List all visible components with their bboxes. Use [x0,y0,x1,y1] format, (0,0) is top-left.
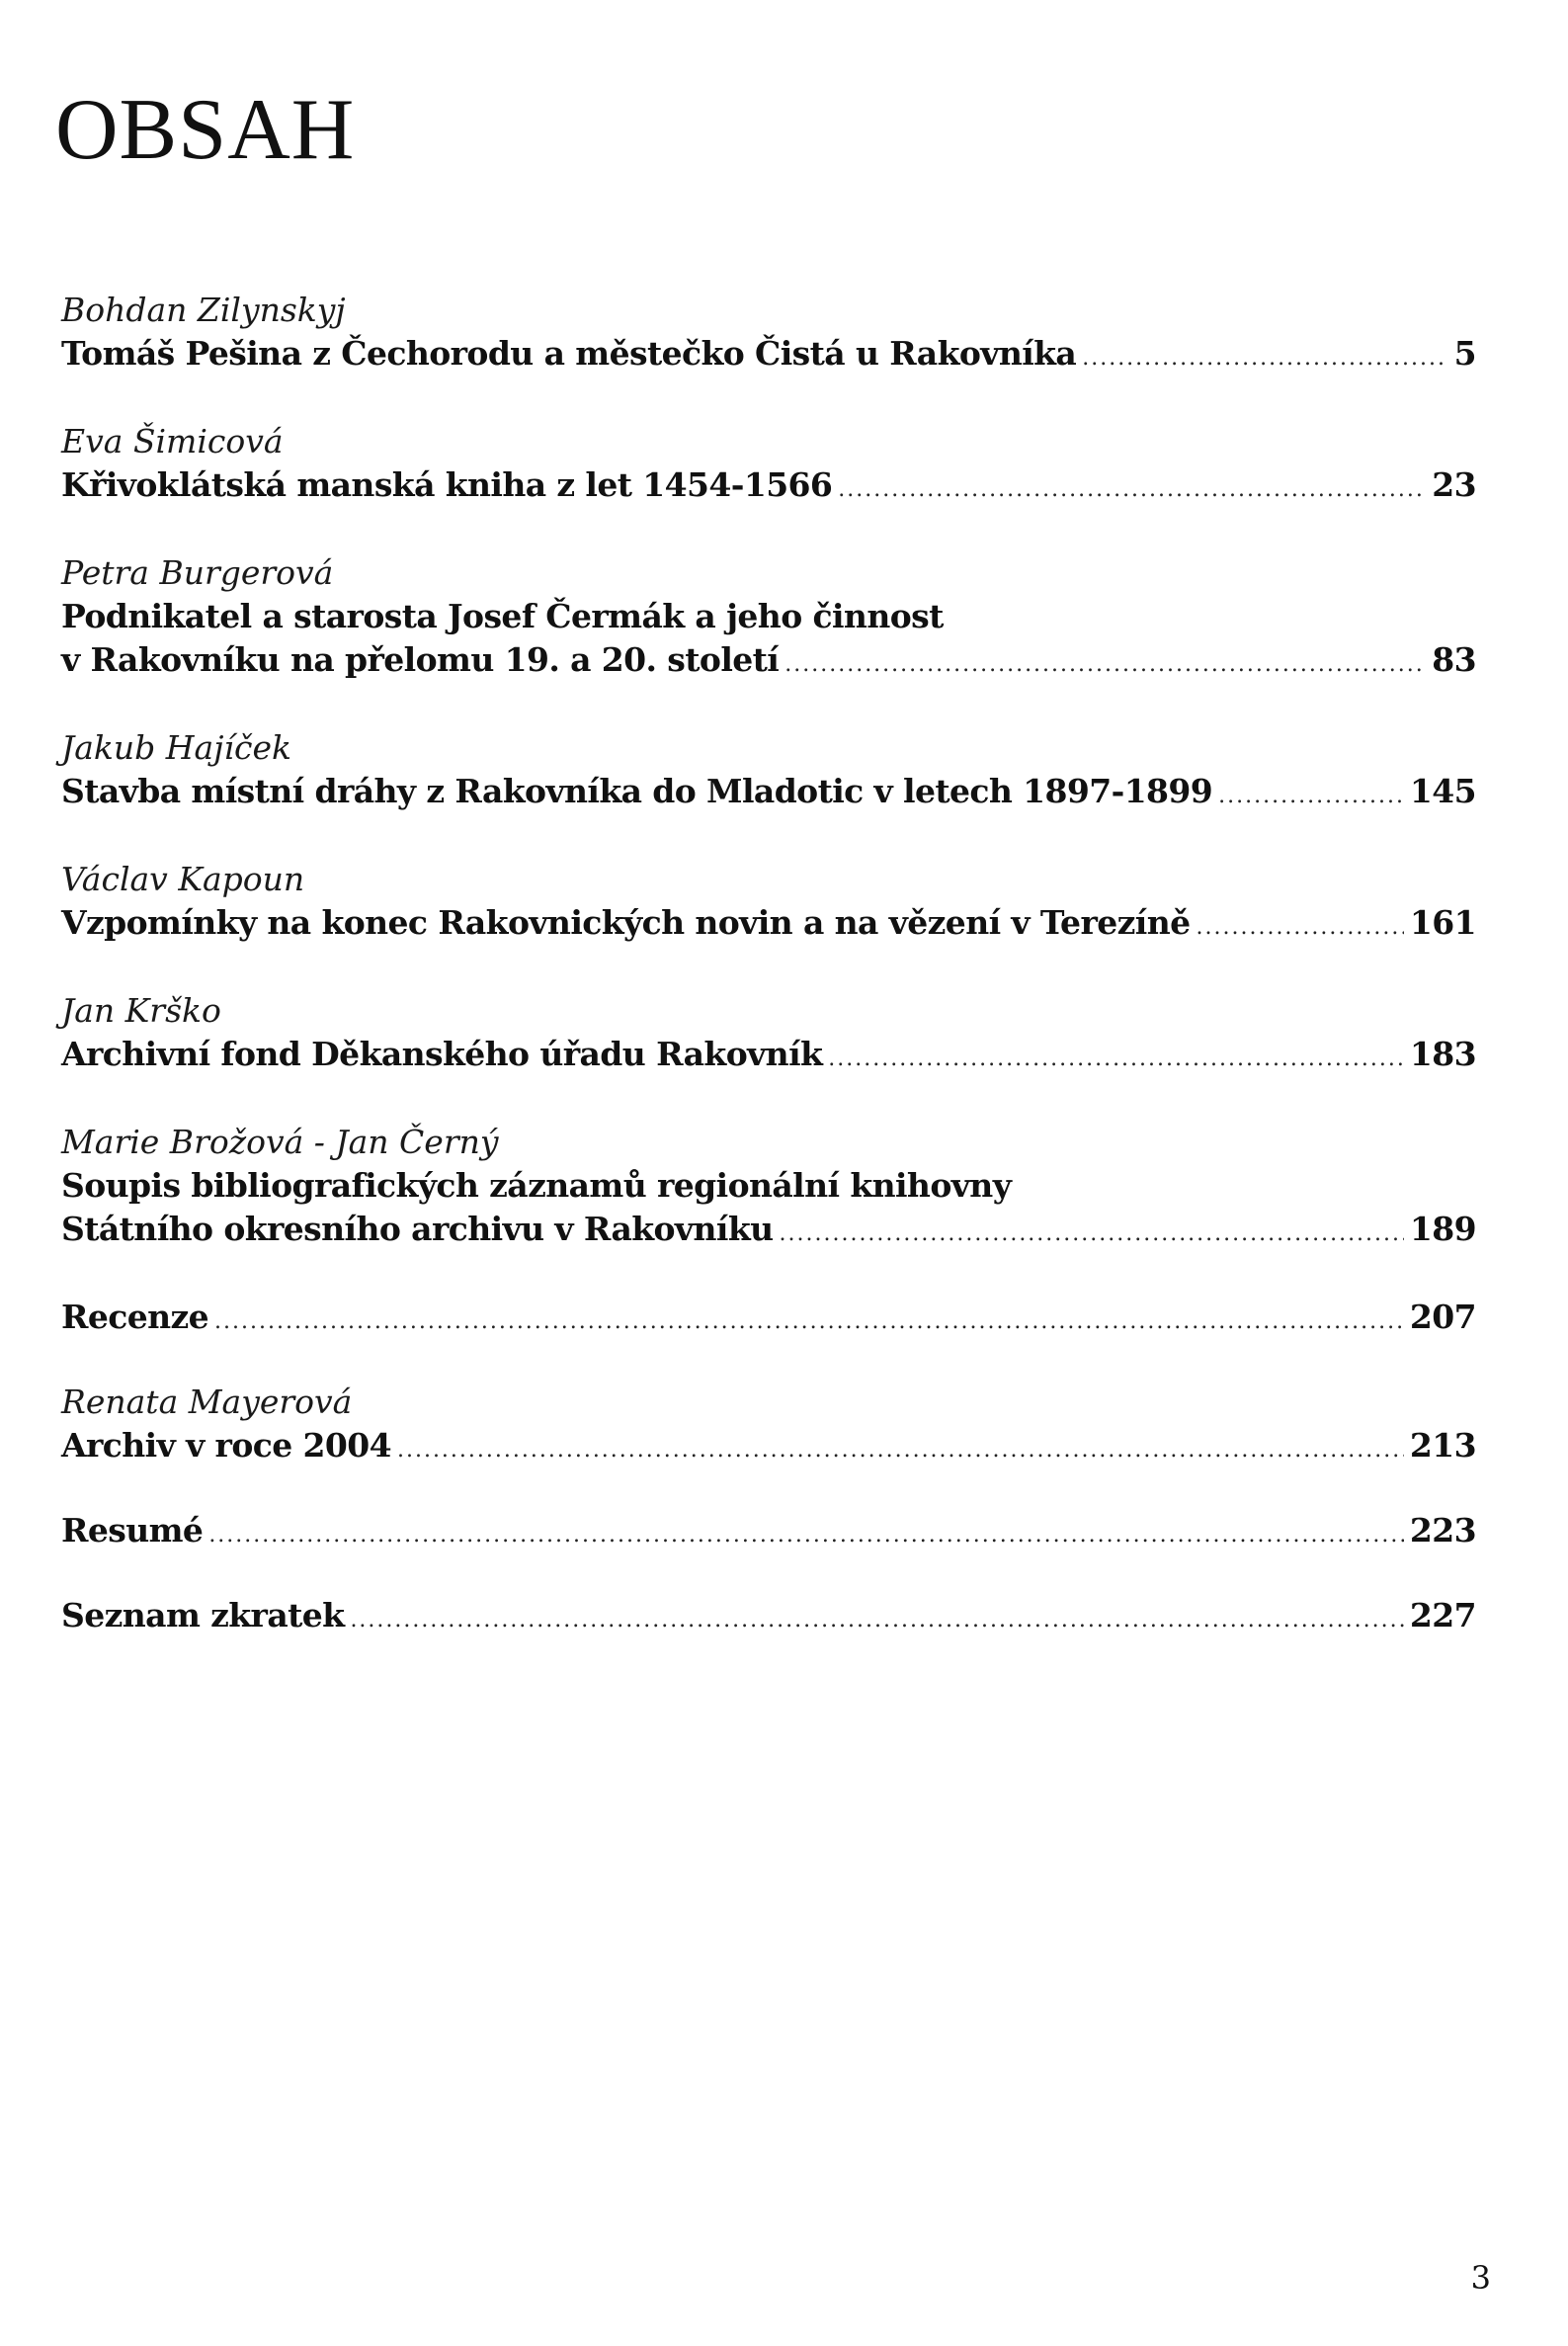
entry-author: Petra Burgerová [61,553,334,592]
toc-entry [61,1594,1476,1642]
toc-entry [61,551,1476,687]
toc-entry [61,726,1476,818]
toc-entry [61,1121,1476,1256]
toc-entry [61,1509,1476,1557]
entry-title-first-line: Podnikatel a starosta Josef Čermák a jeho činnost [61,597,944,635]
entry-page-number: 5 [1453,334,1476,373]
entry-title: Státního okresního archivu v Rakovníku [61,1210,774,1248]
page-title: OBSAH [55,82,356,178]
entry-page-number: 189 [1409,1210,1476,1248]
entry-title-line[interactable] [61,1424,1476,1472]
dot-leader [1082,337,1447,380]
entry-title: Archivní fond Děkanského úřadu Rakovník [61,1035,823,1073]
entry-title-line[interactable] [61,1594,1476,1642]
dot-leader [838,468,1426,512]
entry-title: Recenze [61,1298,209,1336]
dot-leader [780,1213,1404,1256]
entry-page-number: 213 [1409,1426,1476,1465]
entry-page-number: 23 [1432,465,1476,504]
entry-title-line[interactable] [61,1509,1476,1557]
toc-entry [61,420,1476,512]
entry-title-line[interactable] [61,901,1476,950]
dot-leader [397,1429,1404,1472]
entry-title-line[interactable] [61,332,1476,380]
toc-entry [61,858,1476,950]
entry-page-number: 227 [1409,1596,1476,1634]
entry-page-number: 207 [1409,1298,1476,1336]
dot-leader [350,1599,1403,1642]
entry-page-number: 145 [1409,772,1476,810]
entry-page-number: 83 [1432,640,1476,679]
dot-leader [214,1300,1404,1344]
dot-leader [1197,906,1404,950]
entry-author: Václav Kapoun [61,860,305,898]
entry-author: Eva Šimicová [61,422,284,461]
table-of-contents [61,289,1476,1679]
entry-title-line[interactable] [61,463,1476,512]
dot-leader [784,643,1426,687]
entry-title-line[interactable] [61,1033,1476,1081]
entry-title: Seznam zkratek [61,1596,345,1634]
toc-entry [61,1296,1476,1344]
entry-title-line[interactable] [61,638,1476,687]
page-number: 3 [1470,2259,1491,2297]
entry-title-first-line: Soupis bibliografických záznamů regionální knihovny [61,1166,1012,1205]
entry-title: Stavba místní dráhy z Rakovníka do Mladotic v letech 1897-1899 [61,772,1213,810]
toc-entry [61,1381,1476,1472]
entry-page-number: 223 [1409,1511,1476,1550]
entry-title: Křivoklátská manská kniha z let 1454-1566 [61,465,833,504]
dot-leader [828,1038,1404,1081]
entry-author: Marie Brožová - Jan Černý [61,1123,499,1161]
entry-page-number: 161 [1409,903,1476,942]
entry-author: Bohdan Zilynskyj [61,291,346,329]
toc-entry [61,289,1476,380]
entry-title-line[interactable] [61,1296,1476,1344]
toc-entry [61,989,1476,1081]
entry-title: Archiv v roce 2004 [61,1426,391,1465]
entry-author: Jakub Hajíček [61,728,292,767]
entry-title-line[interactable] [61,1208,1476,1256]
entry-author: Jan Krško [61,991,221,1030]
entry-title-line[interactable] [61,770,1476,818]
dot-leader [208,1514,1404,1557]
entry-title: Vzpomínky na konec Rakovnických novin a na vězení v Terezíně [61,903,1191,942]
entry-title: Tomáš Pešina z Čechorodu a městečko Čistá u Rakovníka [61,334,1077,373]
entry-title: v Rakovníku na přelomu 19. a 20. století [61,640,780,679]
dot-leader [1218,775,1404,818]
entry-title: Resumé [61,1511,204,1550]
entry-author: Renata Mayerová [61,1382,353,1421]
entry-page-number: 183 [1409,1035,1476,1073]
